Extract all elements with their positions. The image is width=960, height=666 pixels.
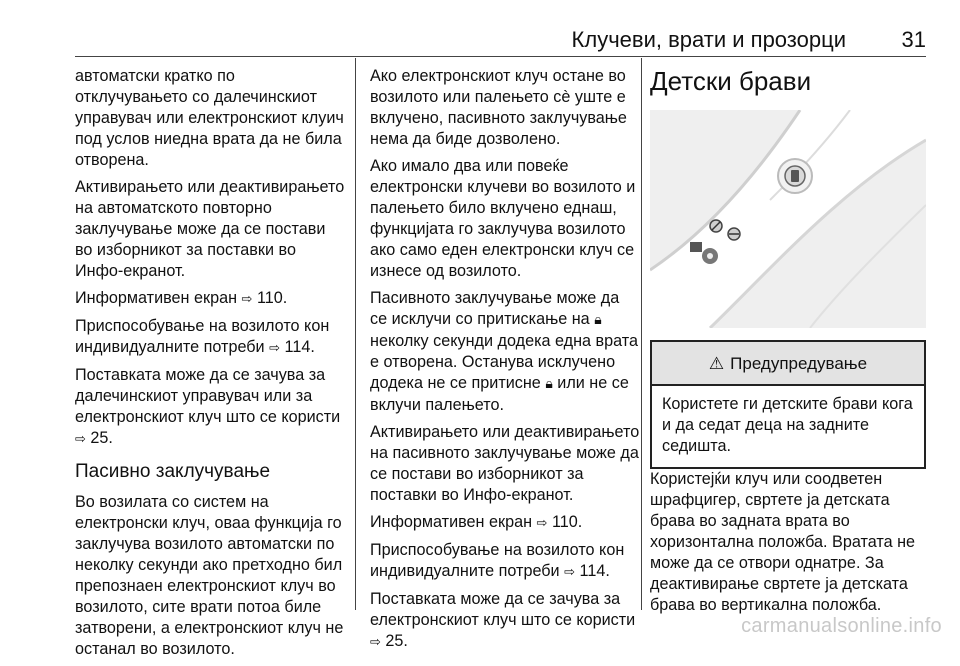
paragraph: Приспособување на возилото кон индивидуалните потреби ⇨ 114.	[370, 541, 625, 580]
page-ref-arrow-icon: ⇨	[75, 432, 86, 447]
warning-header	[652, 342, 924, 386]
warning-text: Користете ги детските брави кога и да седат деца на задните седишта.	[662, 395, 913, 455]
column-1	[75, 66, 347, 666]
column-3	[650, 66, 926, 622]
page-ref-arrow-icon: ⇨	[241, 292, 253, 307]
paragraph: Ако електронскиот клуч остане во возилото или палењето сè уште е вклучено, пасивното заклучување нема да биде дозволено.	[370, 67, 627, 148]
page-number: 31	[901, 27, 926, 52]
column-divider-2	[641, 58, 642, 610]
column-2	[370, 66, 640, 659]
paragraph: Активирањето или деактивирањето на автоматското повторно заклучување може да се постави во изборникот за поставки во Инфо-екранот.	[75, 178, 345, 280]
page-ref-arrow-icon: ⇨	[370, 635, 381, 650]
warning-title: Предупредување	[730, 353, 868, 373]
page-ref-arrow-icon: ⇨	[564, 565, 576, 580]
paragraph: Користејќи клуч или соодветен шрафцигер, свртете ја детската брава во задната врата во хоризонтална положба. Вратата не може да се отвори однатре. За деактивирање свртете ја детската брава во вертикална положба.	[650, 470, 916, 614]
paragraph: Поставката може да се зачува за далечинскиот управувач или за електронскиот клуч што се користи ⇨ 25.	[75, 366, 341, 447]
page-ref-link[interactable]: 114.	[284, 338, 315, 356]
page-ref-link[interactable]: 110.	[551, 513, 583, 531]
paragraph: Информативен екран ⇨ 110.	[75, 289, 288, 307]
page-header	[0, 26, 926, 56]
door-edge-drawing	[650, 110, 926, 328]
page-ref-link[interactable]: 110.	[256, 289, 288, 307]
watermark: carmanualsonline.info	[741, 615, 942, 637]
column-divider-1	[355, 58, 356, 610]
page-ref-arrow-icon: ⇨	[269, 341, 281, 356]
page-ref-link[interactable]: 25.	[90, 429, 113, 447]
paragraph: Поставката може да се зачува за електронскиот клуч што се користи ⇨ 25.	[370, 590, 636, 650]
warning-icon: ⚠	[708, 353, 725, 373]
paragraph: Пасивното заклучување може да се исклучи со притискање на 🔒︎ неколку секунди додека една врата е отворена. Останува исклучено додека не се притисне 🔒︎ или не се вклучи палењето.	[370, 289, 639, 414]
page-ref-link[interactable]: 25.	[385, 632, 408, 650]
paragraph: автоматски кратко по отклучувањето со далечинскиот управувач или електронскиот клуич под услов ниедна врата да не била отворена.	[75, 67, 344, 169]
header-title: Клучеви, врати и прозорци	[571, 27, 846, 52]
section-heading: Пасивно заклучување	[75, 461, 271, 482]
section-heading: Детски брави	[650, 66, 812, 96]
paragraph: Приспособување на возилото кон индивидуалните потреби ⇨ 114.	[75, 317, 330, 356]
page-ref-link[interactable]: 114.	[579, 562, 610, 580]
header-divider	[75, 56, 926, 57]
page-ref-arrow-icon: ⇨	[536, 516, 548, 531]
paragraph: Во возилата со систем на електронски клуч, оваа функција го заклучува возилото автоматски по неколку секунди ако претходно бил препознаен електронскиот клуч во возилото, сите врати потоа биле затворени, а електронскиот клуч не останал во возилото.	[75, 493, 344, 658]
warning-box	[650, 340, 926, 469]
lock-icon: 🔒︎	[594, 312, 602, 328]
paragraph: Ако имало два или повеќе електронски клучеви во возилото и палењето било вклучено еднаш, функцијата го заклучува возилото ако само еден електронски клуч се изнесе од возилото.	[370, 157, 636, 280]
paragraph: Активирањето или деактивирањето на пасивното заклучување може да се постави во изборникот за поставки во Инфо-екранот.	[370, 423, 640, 504]
child-lock-illustration	[650, 110, 926, 328]
lock-icon: 🔒︎	[545, 376, 553, 392]
paragraph: Информативен екран ⇨ 110.	[370, 513, 583, 531]
